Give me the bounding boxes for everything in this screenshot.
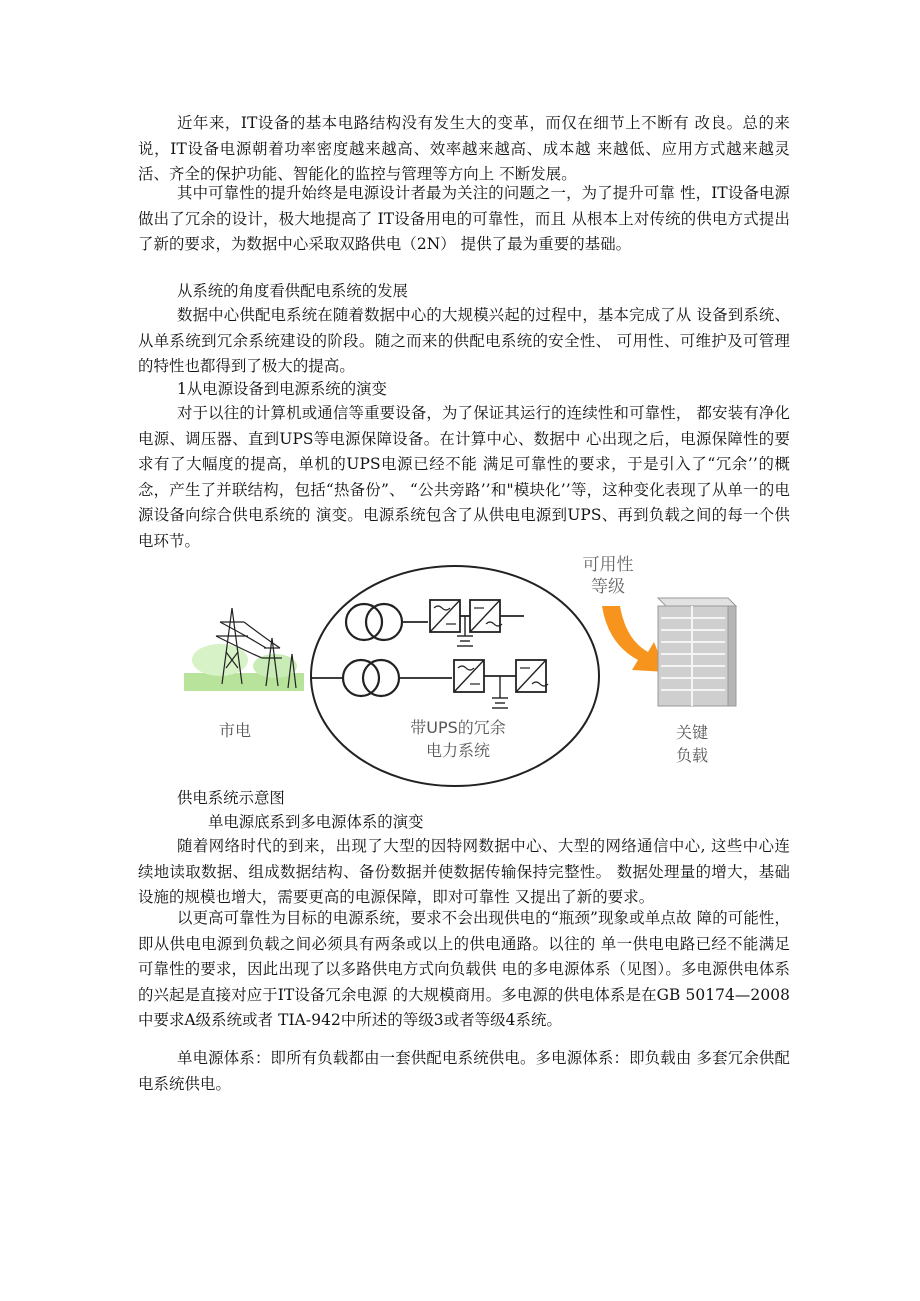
availability-label-line1: 可用性: [582, 555, 634, 575]
paragraph-ups-evolution: 对于以往的计算机或通信等重要设备，为了保证其运行的连续性和可靠性， 都安装有净化电源、调压器、直到UPS等电源保障设备。在计算中心、数据中 心出现之后，电源保障性的要求有了大幅度的提高，单机的UPS电源已经不能 满足可靠性的要求，于是引入了“冗余’’的概念，产生了并联结构，包括“热备份”、 “公共旁路’’和"模块化’’等，这种变化表现了从单一的电源设备向综合供电系统的 演变。电源系统包含了从供电电源到UPS、再到负载之间的每一个供电环节。: [138, 404, 790, 550]
paragraph-definitions: 单电源体系：即所有负载都由一套供配电系统供电。多电源体系：即负载由 多套冗余供配电系统供电。: [138, 1049, 790, 1093]
redundant-system-label-line2: 电力系统: [425, 741, 491, 760]
power-grid-illustration: [184, 608, 304, 691]
paragraph-high-reliability: 以更高可靠性为目标的电源系统，要求不会出现供电的“瓶颈”现象或单点故 障的可能性，即从供电电源到负载之间必须具有两条或以上的供电通路。以往的 单一供电电路已经不能满足可靠性的要求，因此出现了以多路供电方式向负载供 电的多电源体系（见图）。多电源供电体系的兴起是直接对应于IT设备冗余电源 的大规模商用。多电源的供电体系是在GB 50174—2008中要求A级系统或者 TIA-942中所述的等级3或者等级4系统。: [138, 909, 790, 1030]
figure-caption: 供电系统示意图: [177, 789, 285, 807]
ups-upper-inverter-icon: [470, 600, 502, 632]
section-heading-system-view: 从系统的角度看供配电系统的发展: [177, 282, 408, 300]
paragraph-system-development: 数据中心供配电系统在随着数据中心的大规模兴起的过程中，基本完成了从 设备到系统、从单系统到冗余系统建设的阶段。随之而来的供配电系统的安全性、 可用性、可维护及可管理的特性也都得到了极大的提高。: [138, 306, 790, 376]
paragraph-intro: 近年来，IT设备的基本电路结构没有发生大的变革，而仅在细节上不断有 改良。总的来说，IT设备电源朝着功率密度越来越高、效率越来越高、成本越 来越低、应用方式越来越灵活、齐全的保护功能、智能化的监控与管理等方向上 不断发展。: [138, 114, 790, 184]
transformer-lower-icon: [343, 660, 399, 696]
paragraph-network-era: 随着网络时代的到来，出现了大型的因特网数据中心、大型的网络通信中心, 这些中心连续地读取数据、组成数据结构、备份数据并使数据传输保持完整性。 数据处理量的增大，基础设施的规模也增大，需要更高的电源保障，即对可靠性 又提出了新的要求。: [138, 837, 790, 907]
critical-load-tower-icon: [658, 598, 736, 706]
redundant-system-label-line1: 带UPS的冗余: [410, 718, 506, 737]
section-heading-multi-source: 单电源底系到多电源体系的演变: [208, 813, 424, 831]
section-heading-evolution: 1从电源设备到电源系统的演变: [177, 380, 387, 398]
battery-lower-icon: [492, 676, 508, 708]
ups-lower-rectifier-icon: [454, 660, 484, 692]
grid-label: 市电: [218, 721, 252, 740]
availability-label-line2: 等级: [591, 577, 625, 597]
ups-lower-inverter-icon: [516, 660, 548, 692]
critical-load-label-line2: 负载: [675, 746, 709, 765]
critical-load-label-line1: 关键: [675, 723, 709, 742]
paragraph-reliability: 其中可靠性的提升始终是电源设计者最为关注的问题之一，为了提升可靠 性，IT设备电源做出了冗余的设计，极大地提高了 IT设备用电的可靠性，而且 从根本上对传统的供电方式提出了新的要求，为数据中心采取双路供电（2N） 提供了最为重要的基础。: [138, 184, 790, 254]
transformer-upper-icon: [346, 604, 402, 640]
ups-upper-rectifier-icon: [430, 600, 460, 632]
power-supply-diagram: [180, 548, 750, 788]
availability-arrow-icon: [602, 606, 666, 672]
